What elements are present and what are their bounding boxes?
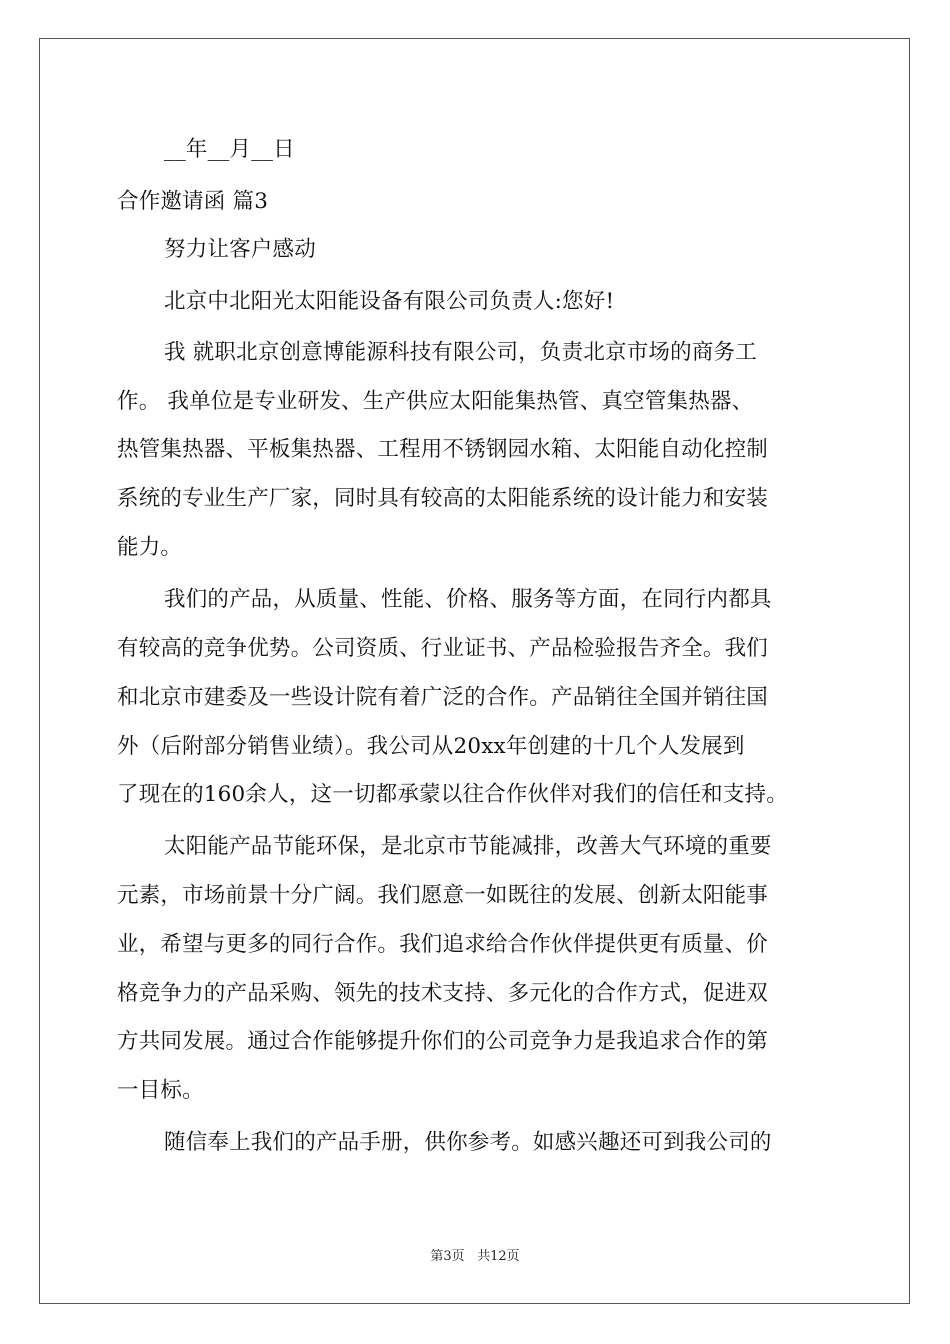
page-number: 第3页 (430, 1249, 465, 1264)
body-line: 我 就职北京创意博能源科技有限公司，负责北京市场的商务工 (164, 340, 757, 365)
section-heading: 合作邀请函 篇3 (117, 189, 269, 214)
salutation: 北京中北阳光太阳能设备有限公司负责人:您好! (164, 289, 615, 314)
page-footer (0, 1249, 950, 1265)
body-line: 一目标。 (117, 1078, 204, 1103)
body-line: 格竞争力的产品采购、领先的技术支持、多元化的合作方式，促进双 (117, 981, 769, 1006)
body-line: 作。 我单位是专业研发、生产供应太阳能集热管、真空管集热器、 (117, 389, 754, 414)
page-total: 共12页 (477, 1249, 520, 1264)
body-line: 系统的专业生产厂家，同时具有较高的太阳能系统的设计能力和安装 (117, 486, 769, 511)
body-line: 随信奉上我们的产品手册，供你参考。如感兴趣还可到我公司的 (164, 1130, 772, 1155)
body-line: 了现在的160余人，这一切都承蒙以往合作伙伴对我们的信任和支持。 (117, 782, 788, 807)
body-line: 和北京市建委及一些设计院有着广泛的合作。产品销往全国并销往国 (117, 685, 769, 710)
body-line: 热管集热器、平板集热器、工程用不锈钢园水箱、太阳能自动化控制 (117, 437, 769, 462)
slogan: 努力让客户感动 (164, 237, 316, 262)
date-line: __年__月__日 (164, 137, 295, 162)
body-line: 外（后附部分销售业绩）。我公司从20xx年创建的十几个人发展到 (117, 734, 745, 759)
body-line: 有较高的竞争优势。公司资质、行业证书、产品检验报告齐全。我们 (117, 636, 769, 661)
body-line: 业，希望与更多的同行合作。我们追求给合作伙伴提供更有质量、价 (117, 932, 769, 957)
body-line: 元素，市场前景十分广阔。我们愿意一如既往的发展、创新太阳能事 (117, 883, 769, 908)
body-line: 方共同发展。通过合作能够提升你们的公司竞争力是我追求合作的第 (117, 1029, 769, 1054)
body-line: 能力。 (117, 535, 183, 560)
body-line: 我们的产品，从质量、性能、价格、服务等方面，在同行内都具 (164, 587, 772, 612)
body-line: 太阳能产品节能环保，是北京市节能减排，改善大气环境的重要 (164, 834, 772, 859)
page-border (39, 38, 910, 1304)
